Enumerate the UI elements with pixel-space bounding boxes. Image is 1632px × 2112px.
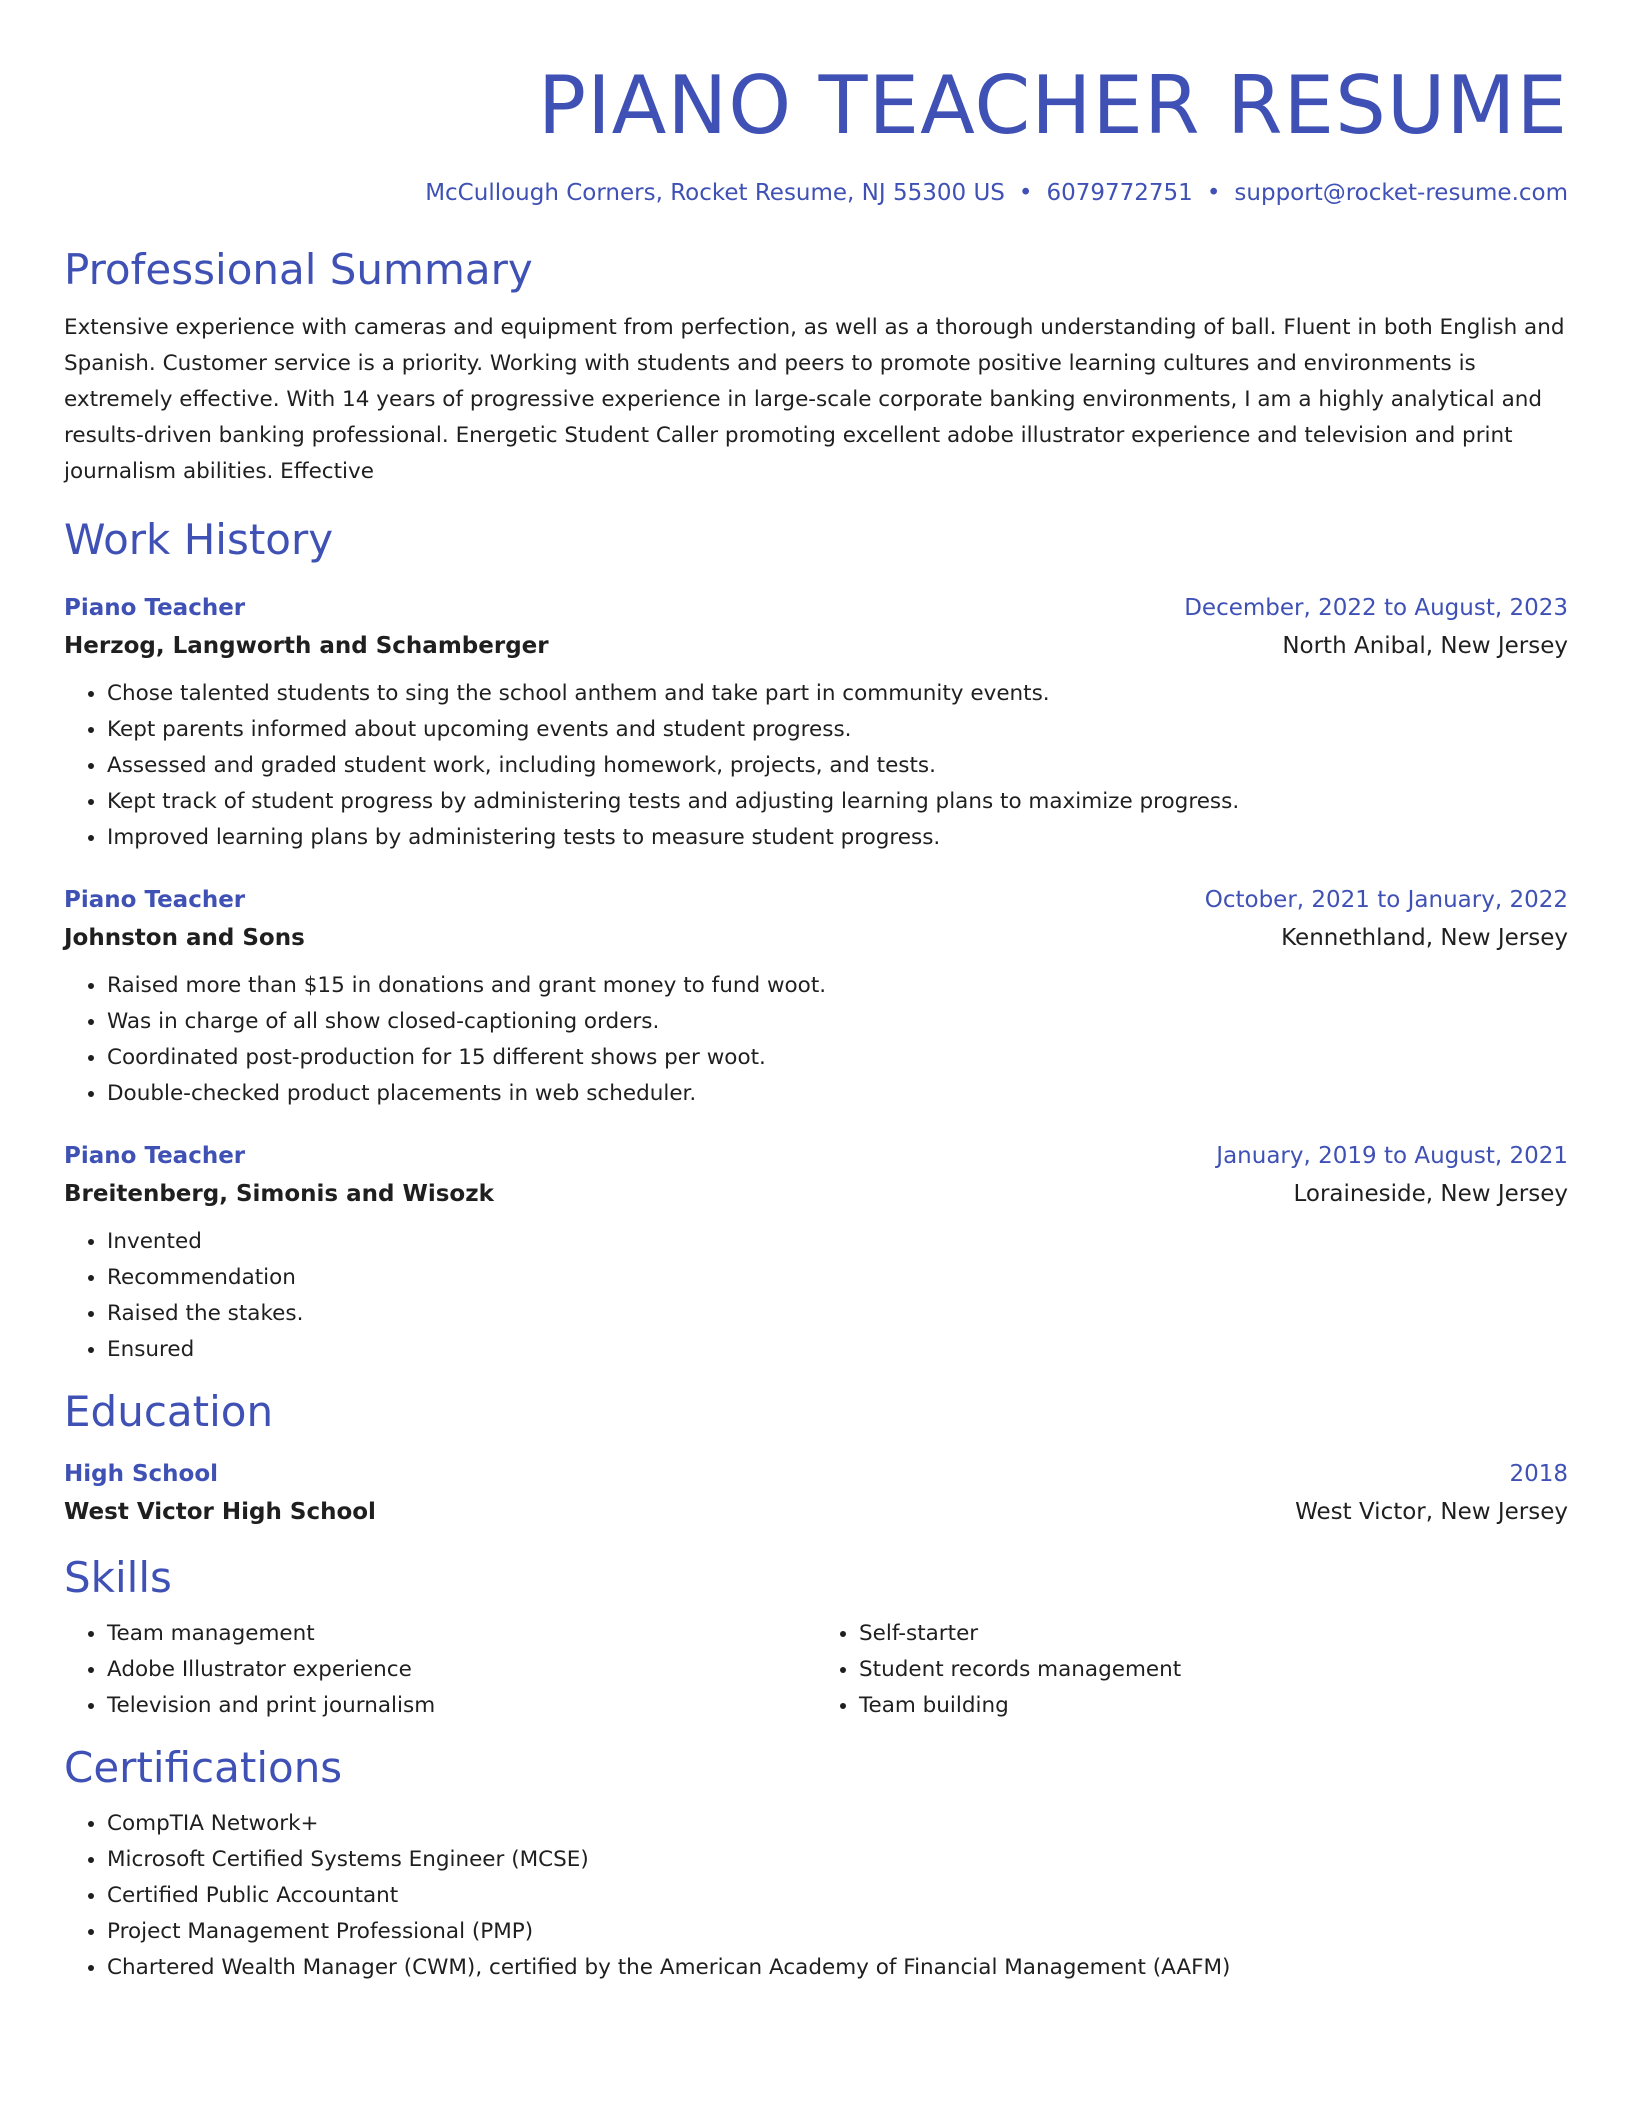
- contact-line: [64, 176, 1568, 210]
- certification-item: • Certified Public Accountant: [107, 1878, 1568, 1914]
- summary-text: Extensive experience with cameras and equipment from perfection, as well as a thorough understanding of ball. Fluent in both English and Spanish. Customer service is a priority. Working with students and peers to promote positive learning cultures and environments is extremely effective. With 14 years of progressive experience in large-scale corporate banking environments, I am a highly analytical and results-driven banking professional. Energetic Student Caller promoting excellent adobe illustrator experience and television and print journalism abilities. Effective: [64, 315, 1565, 484]
- certifications-list: [64, 1806, 1568, 1986]
- certification-item: • Project Management Professional (PMP): [107, 1914, 1568, 1950]
- certification-item: • Microsoft Certified Systems Engineer (MCSE): [107, 1842, 1568, 1878]
- education-entry: [64, 1456, 1568, 1532]
- job-entry: [64, 1138, 1568, 1368]
- skill-item: • Self-starter: [859, 1616, 1568, 1652]
- job-bullets: [64, 968, 1568, 1112]
- job-dates: October, 2021 to January, 2022: [1204, 887, 1568, 913]
- education-year: 2018: [1509, 1461, 1568, 1487]
- job-bullet: • Raised the stakes.: [107, 1296, 1568, 1332]
- skills-heading: Skills: [64, 1553, 172, 1602]
- skill-item: • Television and print journalism: [107, 1688, 816, 1724]
- job-bullet: • Kept parents informed about upcoming events and student progress.: [107, 712, 1568, 748]
- job-bullet: • Improved learning plans by administering tests to measure student progress.: [107, 820, 1568, 856]
- job-bullet: • Kept track of student progress by administering tests and adjusting learning plans to maximize progress.: [107, 784, 1568, 820]
- certification-item: • CompTIA Network+: [107, 1806, 1568, 1842]
- skill-item: • Team management: [107, 1616, 816, 1652]
- contact-separator: •: [1018, 180, 1033, 206]
- contact-separator: •: [1206, 180, 1221, 206]
- skill-item: • Team building: [859, 1688, 1568, 1724]
- education-location: West Victor, New Jersey: [1295, 1499, 1568, 1525]
- contact-email: support@rocket-resume.com: [1234, 180, 1568, 206]
- job-bullet: • Chose talented students to sing the school anthem and take part in community events.: [107, 676, 1568, 712]
- job-dates: December, 2022 to August, 2023: [1184, 595, 1568, 621]
- certifications-heading: Certifications: [64, 1743, 343, 1792]
- education-degree: High School: [64, 1461, 219, 1487]
- education-heading: Education: [64, 1387, 274, 1436]
- skills-list: [64, 1616, 1568, 1724]
- work-history-heading: Work History: [64, 515, 334, 564]
- job-bullet: • Recommendation: [107, 1260, 1568, 1296]
- job-entry: [64, 590, 1568, 856]
- job-location: North Anibal, New Jersey: [1282, 633, 1568, 659]
- job-dates: January, 2019 to August, 2021: [1216, 1143, 1568, 1169]
- job-bullets: [64, 1224, 1568, 1368]
- job-bullets: [64, 676, 1568, 856]
- job-bullet: • Was in charge of all show closed-captioning orders.: [107, 1004, 1568, 1040]
- job-bullet: • Ensured: [107, 1332, 1568, 1368]
- job-bullet: • Invented: [107, 1224, 1568, 1260]
- job-location: Loraineside, New Jersey: [1293, 1181, 1568, 1207]
- job-bullet: • Raised more than $15 in donations and grant money to fund woot.: [107, 968, 1568, 1004]
- resume-header: [64, 56, 1568, 210]
- skill-item: • Student records management: [859, 1652, 1568, 1688]
- job-entry: [64, 882, 1568, 1112]
- job-bullet: • Double-checked product placements in web scheduler.: [107, 1076, 1568, 1112]
- skills-column-right: [816, 1616, 1568, 1724]
- certification-item: • Chartered Wealth Manager (CWM), certified by the American Academy of Financial Management (AAFM): [107, 1950, 1568, 1986]
- job-company: Herzog, Langworth and Schamberger: [64, 633, 549, 659]
- job-location: Kennethland, New Jersey: [1281, 925, 1568, 951]
- job-company: Breitenberg, Simonis and Wisozk: [64, 1181, 494, 1207]
- job-bullet: • Assessed and graded student work, including homework, projects, and tests.: [107, 748, 1568, 784]
- skill-item: • Adobe Illustrator experience: [107, 1652, 816, 1688]
- contact-address: McCullough Corners, Rocket Resume, NJ 55300 US: [425, 180, 1005, 206]
- job-company: Johnston and Sons: [64, 925, 305, 951]
- summary-heading: Professional Summary: [64, 245, 533, 294]
- job-role: Piano Teacher: [64, 1143, 246, 1169]
- contact-phone: 6079772751: [1046, 180, 1193, 206]
- education-school: West Victor High School: [64, 1499, 376, 1525]
- resume-title: PIANO TEACHER RESUME: [537, 59, 1568, 152]
- job-role: Piano Teacher: [64, 595, 246, 621]
- skills-column-left: [64, 1616, 816, 1724]
- job-bullet: • Coordinated post-production for 15 different shows per woot.: [107, 1040, 1568, 1076]
- job-role: Piano Teacher: [64, 887, 246, 913]
